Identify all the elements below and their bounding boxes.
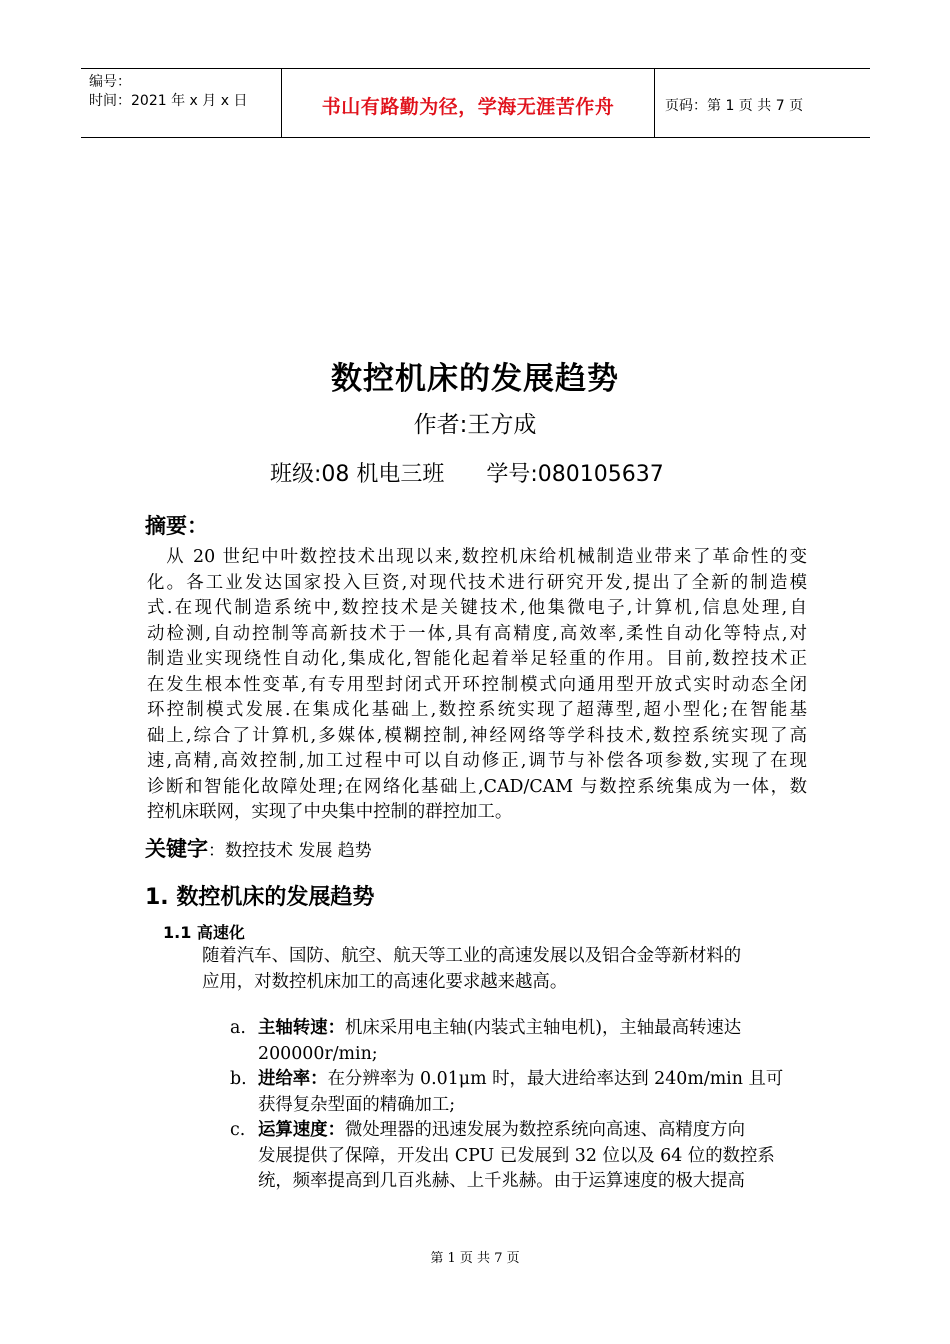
header-table (81, 68, 870, 138)
abstract-line: 环控制模式发展.在集成化基础上,数控系统实现了超薄型,超小型化;在智能基 (147, 700, 807, 720)
paragraph-line: 应用，对数控机床加工的高速化要求越来越高。 (202, 971, 568, 992)
abstract-heading: 摘要： (145, 514, 208, 538)
header-motto: 书山有路勤为径，学海无涯苦作舟 (321, 96, 615, 118)
abstract-line: 化。各工业发达国家投入巨资,对现代技术进行研究开发,提出了全新的制造模 (147, 572, 807, 593)
header-page-info: 页码：第 1 页 共 7 页 (665, 98, 804, 114)
abstract-line: 础上,综合了计算机,多媒体,模糊控制,神经网络等学科技术,数控系统实现了高 (147, 725, 807, 746)
list-item (230, 1118, 810, 1195)
keywords-line (145, 833, 372, 863)
list-marker: a. (230, 1018, 246, 1038)
abstract-line: 控机床联网，实现了中央集中控制的群控加工。 (147, 802, 513, 822)
item-text: 统，频率提高到几百兆赫、上千兆赫。由于运算速度的极大提高 (258, 1171, 745, 1191)
keywords-value: ：数控技术 发展 趋势 (208, 841, 372, 861)
list-item (230, 1016, 810, 1067)
list-item (230, 1067, 810, 1118)
abstract-line: 式.在现代制造系统中,数控技术是关键技术,他集微电子,计算机,信息处理,自 (147, 598, 807, 618)
item-text: 在分辨率为 0.01μm 时，最大进给率达到 240m/min 且可 (327, 1069, 784, 1089)
item-label: 主轴转速： (258, 1018, 345, 1038)
abstract-line: 制造业实现绕性自动化,集成化,智能化起着举足轻重的作用。目前,数控技术正 (147, 649, 807, 669)
abstract-line: 速,高精,高效控制,加工过程中可以自动修正,调节与补偿各项参数,实现了在现 (147, 751, 807, 771)
author-line: 作者:王方成 (413, 412, 537, 438)
page-footer: 第 1 页 共 7 页 (430, 1251, 520, 1266)
abstract-line: 在发生根本性变革,有专用型封闭式开环控制模式向通用型开放式实时动态全闭 (147, 674, 807, 695)
item-text: 微处理器的迅速发展为数控系统向高速、高精度方向 (344, 1120, 745, 1140)
item-label: 进给率： (258, 1069, 328, 1089)
date-label: 时间：2021 年 x 月 x 日 (89, 93, 248, 109)
list-marker: c. (230, 1120, 246, 1140)
class-line: 班级:08 机电三班 学号:080105637 (270, 462, 664, 487)
item-text: 200000r/min; (258, 1043, 378, 1064)
feature-list (230, 1016, 810, 1195)
abstract-line: 动检测,自动控制等高新技术于一体,具有高精度,高效率,柔性自动化等特点,对 (147, 623, 807, 644)
item-text: 发展提供了保障，开发出 CPU 已发展到 32 位以及 64 位的数控系 (258, 1145, 775, 1166)
item-text: 机床采用电主轴(内装式主轴电机)，主轴最高转速达 (344, 1018, 742, 1038)
abstract-body (147, 545, 807, 826)
list-marker: b. (230, 1069, 247, 1089)
section-heading: 1. 数控机床的发展趋势 (145, 885, 375, 910)
serial-label: 编号： (89, 74, 131, 90)
paragraph-line: 随着汽车、国防、航空、航天等工业的高速发展以及铝合金等新材料的 (202, 946, 742, 966)
header-left-cell (89, 73, 247, 111)
abstract-line: 从 20 世纪中叶数控技术出现以来,数控机床给机械制造业带来了革命性的变 (147, 547, 807, 567)
subsection-paragraph (202, 944, 802, 995)
document-title: 数控机床的发展趋势 (331, 361, 619, 397)
item-label: 运算速度： (258, 1120, 345, 1140)
item-text: 获得复杂型面的精确加工; (258, 1094, 456, 1115)
header-divider (654, 69, 655, 137)
abstract-line: 诊断和智能化故障处理;在网络化基础上,CAD/CAM 与数控系统集成为一体，数 (147, 776, 807, 797)
subsection-heading: 1.1 高速化 (163, 923, 245, 942)
keywords-heading: 关键字 (145, 837, 208, 861)
